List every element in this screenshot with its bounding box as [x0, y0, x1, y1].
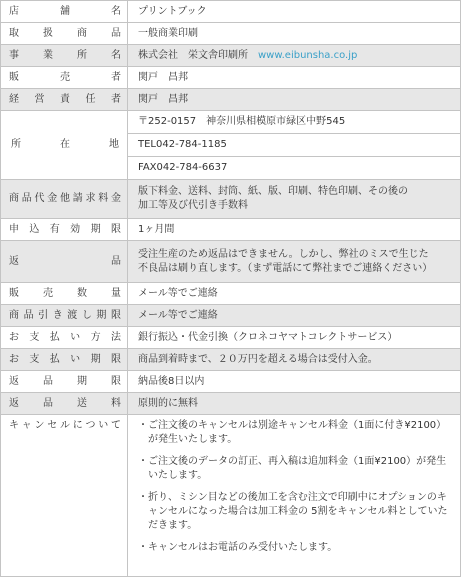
seller-value: 関戸 昌邦	[128, 67, 461, 89]
label-cell	[1, 89, 128, 111]
row-quantity	[1, 283, 461, 305]
label-char: 扱	[43, 27, 53, 39]
row-label	[9, 287, 121, 301]
label-cell	[1, 23, 128, 45]
row-label	[9, 419, 121, 433]
label-cell	[1, 180, 128, 219]
label-char: 期	[90, 223, 101, 235]
row-other-fees	[1, 180, 461, 219]
row-shop-name	[1, 1, 461, 23]
label-char: 所	[11, 139, 21, 150]
label-char: 送	[77, 397, 87, 409]
label-cell	[1, 45, 128, 67]
address-fax: FAX042-784-6637	[128, 157, 461, 180]
row-label	[9, 397, 121, 411]
cancel-value	[128, 415, 461, 577]
label-char: お	[9, 331, 19, 343]
row-label	[9, 255, 121, 269]
label-char: い	[98, 420, 109, 431]
row-payment-deadline	[1, 349, 461, 371]
label-char: 業	[43, 49, 53, 61]
shop-name-value: プリントブック	[128, 1, 461, 23]
row-label	[9, 5, 121, 19]
label-char: 求	[85, 193, 96, 204]
label-char: 方	[90, 331, 101, 343]
label-char: 金	[111, 193, 121, 204]
label-char: 期	[90, 353, 101, 365]
label-char: 数	[77, 287, 87, 299]
row-address	[1, 111, 461, 134]
label-char: 売	[60, 71, 70, 83]
row-handling	[1, 23, 461, 45]
label-char: 商	[9, 309, 19, 321]
label-char: ン	[34, 420, 45, 431]
payment-method-value: 銀行振込・代金引換（クロネコヤマトコレクトサービス）	[128, 327, 461, 349]
label-char: 限	[110, 223, 121, 235]
label-char: 料	[111, 397, 121, 409]
row-cancel	[1, 415, 461, 577]
row-label	[9, 309, 121, 323]
label-char: て	[111, 420, 121, 431]
label-cell	[1, 327, 128, 349]
label-char: 期	[77, 375, 87, 387]
label-cell	[1, 111, 128, 180]
label-cell	[1, 371, 128, 393]
label-char: お	[9, 353, 19, 365]
label-char: 限	[111, 375, 121, 387]
cancel-item: ・ご注文後のキャンセルは別途キャンセル料金（1面に付き¥2100）が発生いたします。	[138, 420, 447, 445]
label-char: 品	[43, 397, 53, 409]
row-business	[1, 45, 461, 67]
row-label	[9, 375, 121, 389]
label-char: 品	[43, 375, 53, 387]
label-char: 量	[111, 287, 121, 299]
label-char: 料	[98, 193, 109, 204]
address-tel: TEL042-784-1185	[128, 134, 461, 157]
label-char: 申	[9, 223, 19, 235]
label-char: 名	[111, 49, 121, 61]
label-char: 期	[96, 309, 107, 321]
label-char: き	[52, 309, 63, 321]
label-char: 支	[29, 353, 40, 365]
row-return-shipping	[1, 393, 461, 415]
label-char: 金	[47, 193, 58, 204]
label-char: 払	[49, 353, 60, 365]
return-period-value: 納品後8日以内	[128, 371, 461, 393]
returns-line: 受注生産のため返品はできません。しかし、弊社のミスで生じた	[138, 248, 429, 260]
label-char: 請	[72, 193, 83, 204]
row-payment-method	[1, 327, 461, 349]
label-char: 返	[9, 397, 19, 409]
label-char: 込	[29, 223, 40, 235]
label-char: 支	[29, 331, 40, 343]
label-char: キ	[9, 420, 19, 431]
address-postal: 〒252-0157 神奈川県相模原市緑区中野545	[128, 111, 461, 134]
label-char: 代	[34, 193, 45, 204]
label-char: 法	[110, 331, 121, 343]
row-label	[9, 223, 121, 237]
label-char: 他	[60, 193, 70, 204]
row-label	[9, 93, 121, 107]
label-cell	[1, 67, 128, 89]
cancel-item: ・ご注文後のデータの訂正、再入稿は追加料金（1面¥2100）が発生いたします。	[138, 456, 447, 481]
returns-line: 不良品は刷り直します。（まず電話にて弊社までご連絡ください）	[138, 262, 433, 274]
label-char: に	[72, 420, 83, 431]
label-char: 払	[49, 331, 60, 343]
label-char: し	[81, 309, 92, 321]
label-char: 有	[49, 223, 60, 235]
row-label	[9, 331, 121, 345]
cancel-item: ・キャンセルはお電話のみ受付いたします。	[138, 542, 338, 553]
label-char: セ	[47, 420, 58, 431]
label-char: 取	[9, 27, 19, 39]
label-char: い	[70, 353, 81, 365]
return-shipping-value: 原則的に無料	[128, 393, 461, 415]
label-char: 引	[38, 309, 49, 321]
row-seller	[1, 67, 461, 89]
label-char: 品	[111, 255, 121, 267]
delivery-value: メール等でご連絡	[128, 305, 461, 327]
label-char: 売	[43, 287, 53, 299]
cancel-item: ・折り、ミシン目などの後加工を含む注文で印刷中にオプションのキャンセルになった場合は加工料金の 5割をキャンセル料としていただきます。	[138, 492, 448, 531]
label-char: 品	[111, 27, 121, 39]
label-char: 事	[9, 49, 19, 61]
label-cell	[1, 415, 128, 577]
row-returns	[1, 241, 461, 283]
label-cell	[1, 241, 128, 283]
payment-deadline-value: 商品到着時まで、２０万円を超える場合は受付入金。	[128, 349, 461, 371]
row-validity	[1, 219, 461, 241]
website-link[interactable]: www.eibunsha.co.jp	[258, 49, 358, 61]
label-char: 名	[111, 5, 121, 17]
label-char: 任	[85, 93, 96, 105]
validity-value: 1ヶ月間	[128, 219, 461, 241]
label-char: 責	[60, 93, 70, 105]
label-char: 営	[34, 93, 45, 105]
label-cell	[1, 349, 128, 371]
label-cell	[1, 305, 128, 327]
label-char: 返	[9, 375, 19, 387]
label-char: 者	[111, 71, 121, 83]
row-label	[9, 27, 121, 41]
label-char: 返	[9, 255, 19, 267]
row-label	[9, 192, 121, 206]
business-value	[128, 45, 461, 67]
other-fees-value	[128, 180, 461, 219]
label-cell	[1, 1, 128, 23]
label-char: 品	[23, 309, 34, 321]
quantity-value: メール等でご連絡	[128, 283, 461, 305]
label-char: 所	[77, 49, 87, 61]
label-cell	[1, 283, 128, 305]
label-char: ル	[60, 420, 70, 431]
label-char: 在	[60, 139, 70, 150]
company-name: 株式会社 栄文舎印刷所	[138, 49, 248, 61]
label-char: 舗	[60, 5, 70, 17]
row-return-period	[1, 371, 461, 393]
label-cell	[1, 219, 128, 241]
label-char: 品	[21, 193, 32, 204]
label-char: 店	[9, 5, 19, 17]
label-char: 渡	[67, 309, 78, 321]
label-char: 経	[9, 93, 19, 105]
row-delivery	[1, 305, 461, 327]
row-label	[9, 138, 121, 152]
label-char: 限	[110, 309, 121, 321]
row-label	[9, 353, 121, 367]
label-char: 商	[77, 27, 87, 39]
label-char: つ	[85, 420, 96, 431]
row-manager	[1, 89, 461, 111]
handling-value: 一般商業印刷	[128, 23, 461, 45]
label-cell	[1, 393, 128, 415]
row-label	[9, 71, 121, 85]
returns-value	[128, 241, 461, 283]
label-char: 効	[70, 223, 81, 235]
manager-value: 関戸 昌邦	[128, 89, 461, 111]
other-fees-line: 版下料金、送料、封筒、紙、版、印刷、特色印刷、その後の	[138, 186, 408, 197]
label-char: ャ	[21, 420, 32, 431]
label-char: 販	[9, 287, 19, 299]
label-char: 者	[111, 93, 121, 105]
label-char: 地	[109, 139, 119, 150]
label-char: 限	[110, 353, 121, 365]
label-char: 販	[9, 71, 19, 83]
label-char: い	[70, 331, 81, 343]
row-label	[9, 49, 121, 63]
label-char: 商	[9, 193, 19, 204]
other-fees-line: 加工等及び代引き手数料	[138, 200, 248, 211]
